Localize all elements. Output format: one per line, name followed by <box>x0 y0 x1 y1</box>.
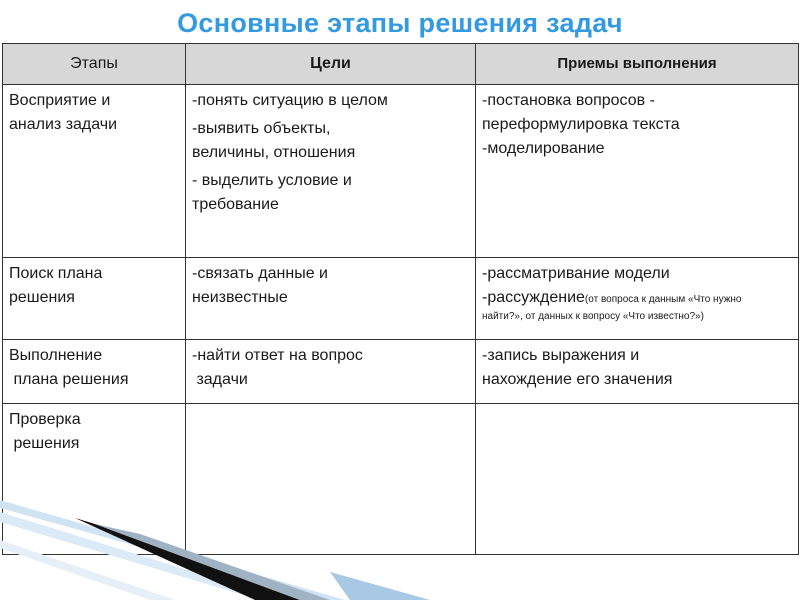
stage-cell <box>3 258 186 340</box>
cell-line: -найти ответ на вопрос <box>192 347 363 364</box>
cell-line: -запись выражения и <box>482 347 640 364</box>
stage-cell <box>3 85 186 258</box>
cell-line: Проверка <box>9 411 81 428</box>
cell-line: задачи <box>192 371 248 388</box>
cell-line: -моделирование <box>482 140 605 157</box>
cell-line: -связать данные и <box>192 265 328 282</box>
stage-cell <box>3 340 186 404</box>
table-row <box>3 258 799 340</box>
cell-line: неизвестные <box>192 289 288 306</box>
cell-line: Поиск плана <box>9 265 103 282</box>
methods-cell <box>476 85 799 258</box>
methods-cell <box>476 404 799 555</box>
methods-cell <box>476 340 799 404</box>
cell-line <box>482 286 792 310</box>
reasoning-note: (от вопроса к данным «Что нужно <box>584 294 742 305</box>
cell-line: -рассматривание модели <box>482 265 670 282</box>
header-methods: Приемы выполнения <box>476 44 799 85</box>
cell-line: плана решения <box>9 371 129 388</box>
goals-cell <box>186 404 476 555</box>
cell-line: анализ задачи <box>9 116 118 133</box>
page-title: Основные этапы решения задач <box>177 8 623 38</box>
header-goals: Цели <box>186 44 476 85</box>
methods-cell <box>476 258 799 340</box>
cell-line: - выделить условие и <box>192 172 352 189</box>
cell-line: решения <box>9 435 80 452</box>
cell-line: величины, отношения <box>192 144 356 161</box>
cell-line: переформулировка текста <box>482 116 680 133</box>
reasoning-note-cont: найти?», от данных к вопросу «Что известно?») <box>482 311 704 322</box>
cell-line: -постановка вопросов - <box>482 92 655 109</box>
goals-cell <box>186 85 476 258</box>
stripe-blue <box>330 572 430 600</box>
cell-line: нахождение его значения <box>482 371 673 388</box>
cell-line: -выявить объекты, <box>192 120 331 137</box>
table-row <box>3 340 799 404</box>
header-stages: Этапы <box>3 44 186 85</box>
cell-line: -понять ситуацию в целом <box>192 92 388 109</box>
table-row <box>3 85 799 258</box>
cell-line: Восприятие и <box>9 92 111 109</box>
stages-table <box>2 43 799 555</box>
stage-cell <box>3 404 186 555</box>
table-header-row <box>3 44 799 85</box>
reasoning-text: -рассуждение <box>482 289 585 306</box>
cell-line: Выполнение <box>9 347 103 364</box>
cell-line: решения <box>9 289 75 306</box>
cell-line: требование <box>192 196 279 213</box>
table-row <box>3 404 799 555</box>
goals-cell <box>186 340 476 404</box>
goals-cell <box>186 258 476 340</box>
